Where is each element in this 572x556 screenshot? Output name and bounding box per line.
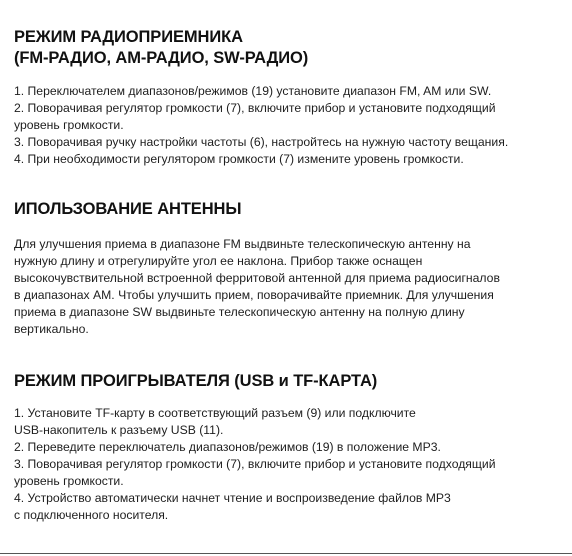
text-line: высокочувствительной встроенной ферритовой антенной для приема радиосигналов (14, 271, 500, 285)
radio-mode-heading (14, 27, 308, 69)
player-mode-instructions (14, 405, 496, 524)
text-line: 3. Поворачивая ручку настройки частоты (6), настройтесь на нужную частоту вещания. (14, 135, 509, 149)
text-line: уровень громкости. (14, 118, 124, 132)
heading-line: РЕЖИМ ПРОИГРЫВАТЕЛЯ (USB и TF-КАРТА) (14, 372, 378, 390)
text-line: 1. Переключателем диапазонов/режимов (19) установите диапазон FM, AM или SW. (14, 84, 492, 98)
text-line: в диапазонах AM. Чтобы улучшить прием, поворачивайте приемник. Для улучшения (14, 288, 494, 302)
text-line: нужную длину и отрегулируйте угол ее наклона. Прибор также оснащен (14, 254, 423, 268)
heading-line: ИПОЛЬЗОВАНИЕ АНТЕННЫ (14, 200, 242, 218)
text-line: 2. Переведите переключатель диапазонов/режимов (19) в положение MP3. (14, 440, 441, 454)
text-line: 4. Устройство автоматически начнет чтение и воспроизведение файлов MP3 (14, 491, 451, 505)
heading-line: (FM-РАДИО, AM-РАДИО, SW-РАДИО) (14, 49, 309, 67)
text-line: с подключенного носителя. (14, 508, 169, 522)
page-bottom-divider (0, 553, 572, 554)
antenna-paragraph (14, 236, 500, 338)
text-line: приема в диапазоне SW выдвиньте телескопическую антенну на полную длину (14, 305, 465, 319)
text-line: вертикально. (14, 322, 89, 336)
antenna-heading (14, 199, 241, 220)
player-mode-heading (14, 371, 377, 392)
text-line: 4. При необходимости регулятором громкости (7) измените уровень громкости. (14, 152, 464, 166)
text-line: Для улучшения приема в диапазоне FM выдвиньте телескопическую антенну на (14, 237, 471, 251)
heading-line: РЕЖИМ РАДИОПРИЕМНИКА (14, 28, 243, 46)
text-line: уровень громкости. (14, 474, 124, 488)
radio-mode-instructions (14, 83, 508, 168)
text-line: USB-накопитель к разъему USB (11). (14, 423, 224, 437)
text-line: 1. Установите TF-карту в соответствующий разъем (9) или подключите (14, 406, 416, 420)
text-line: 3. Поворачивая регулятор громкости (7), включите прибор и установите подходящий (14, 457, 496, 471)
text-line: 2. Поворачивая регулятор громкости (7), включите прибор и установите подходящий (14, 101, 496, 115)
